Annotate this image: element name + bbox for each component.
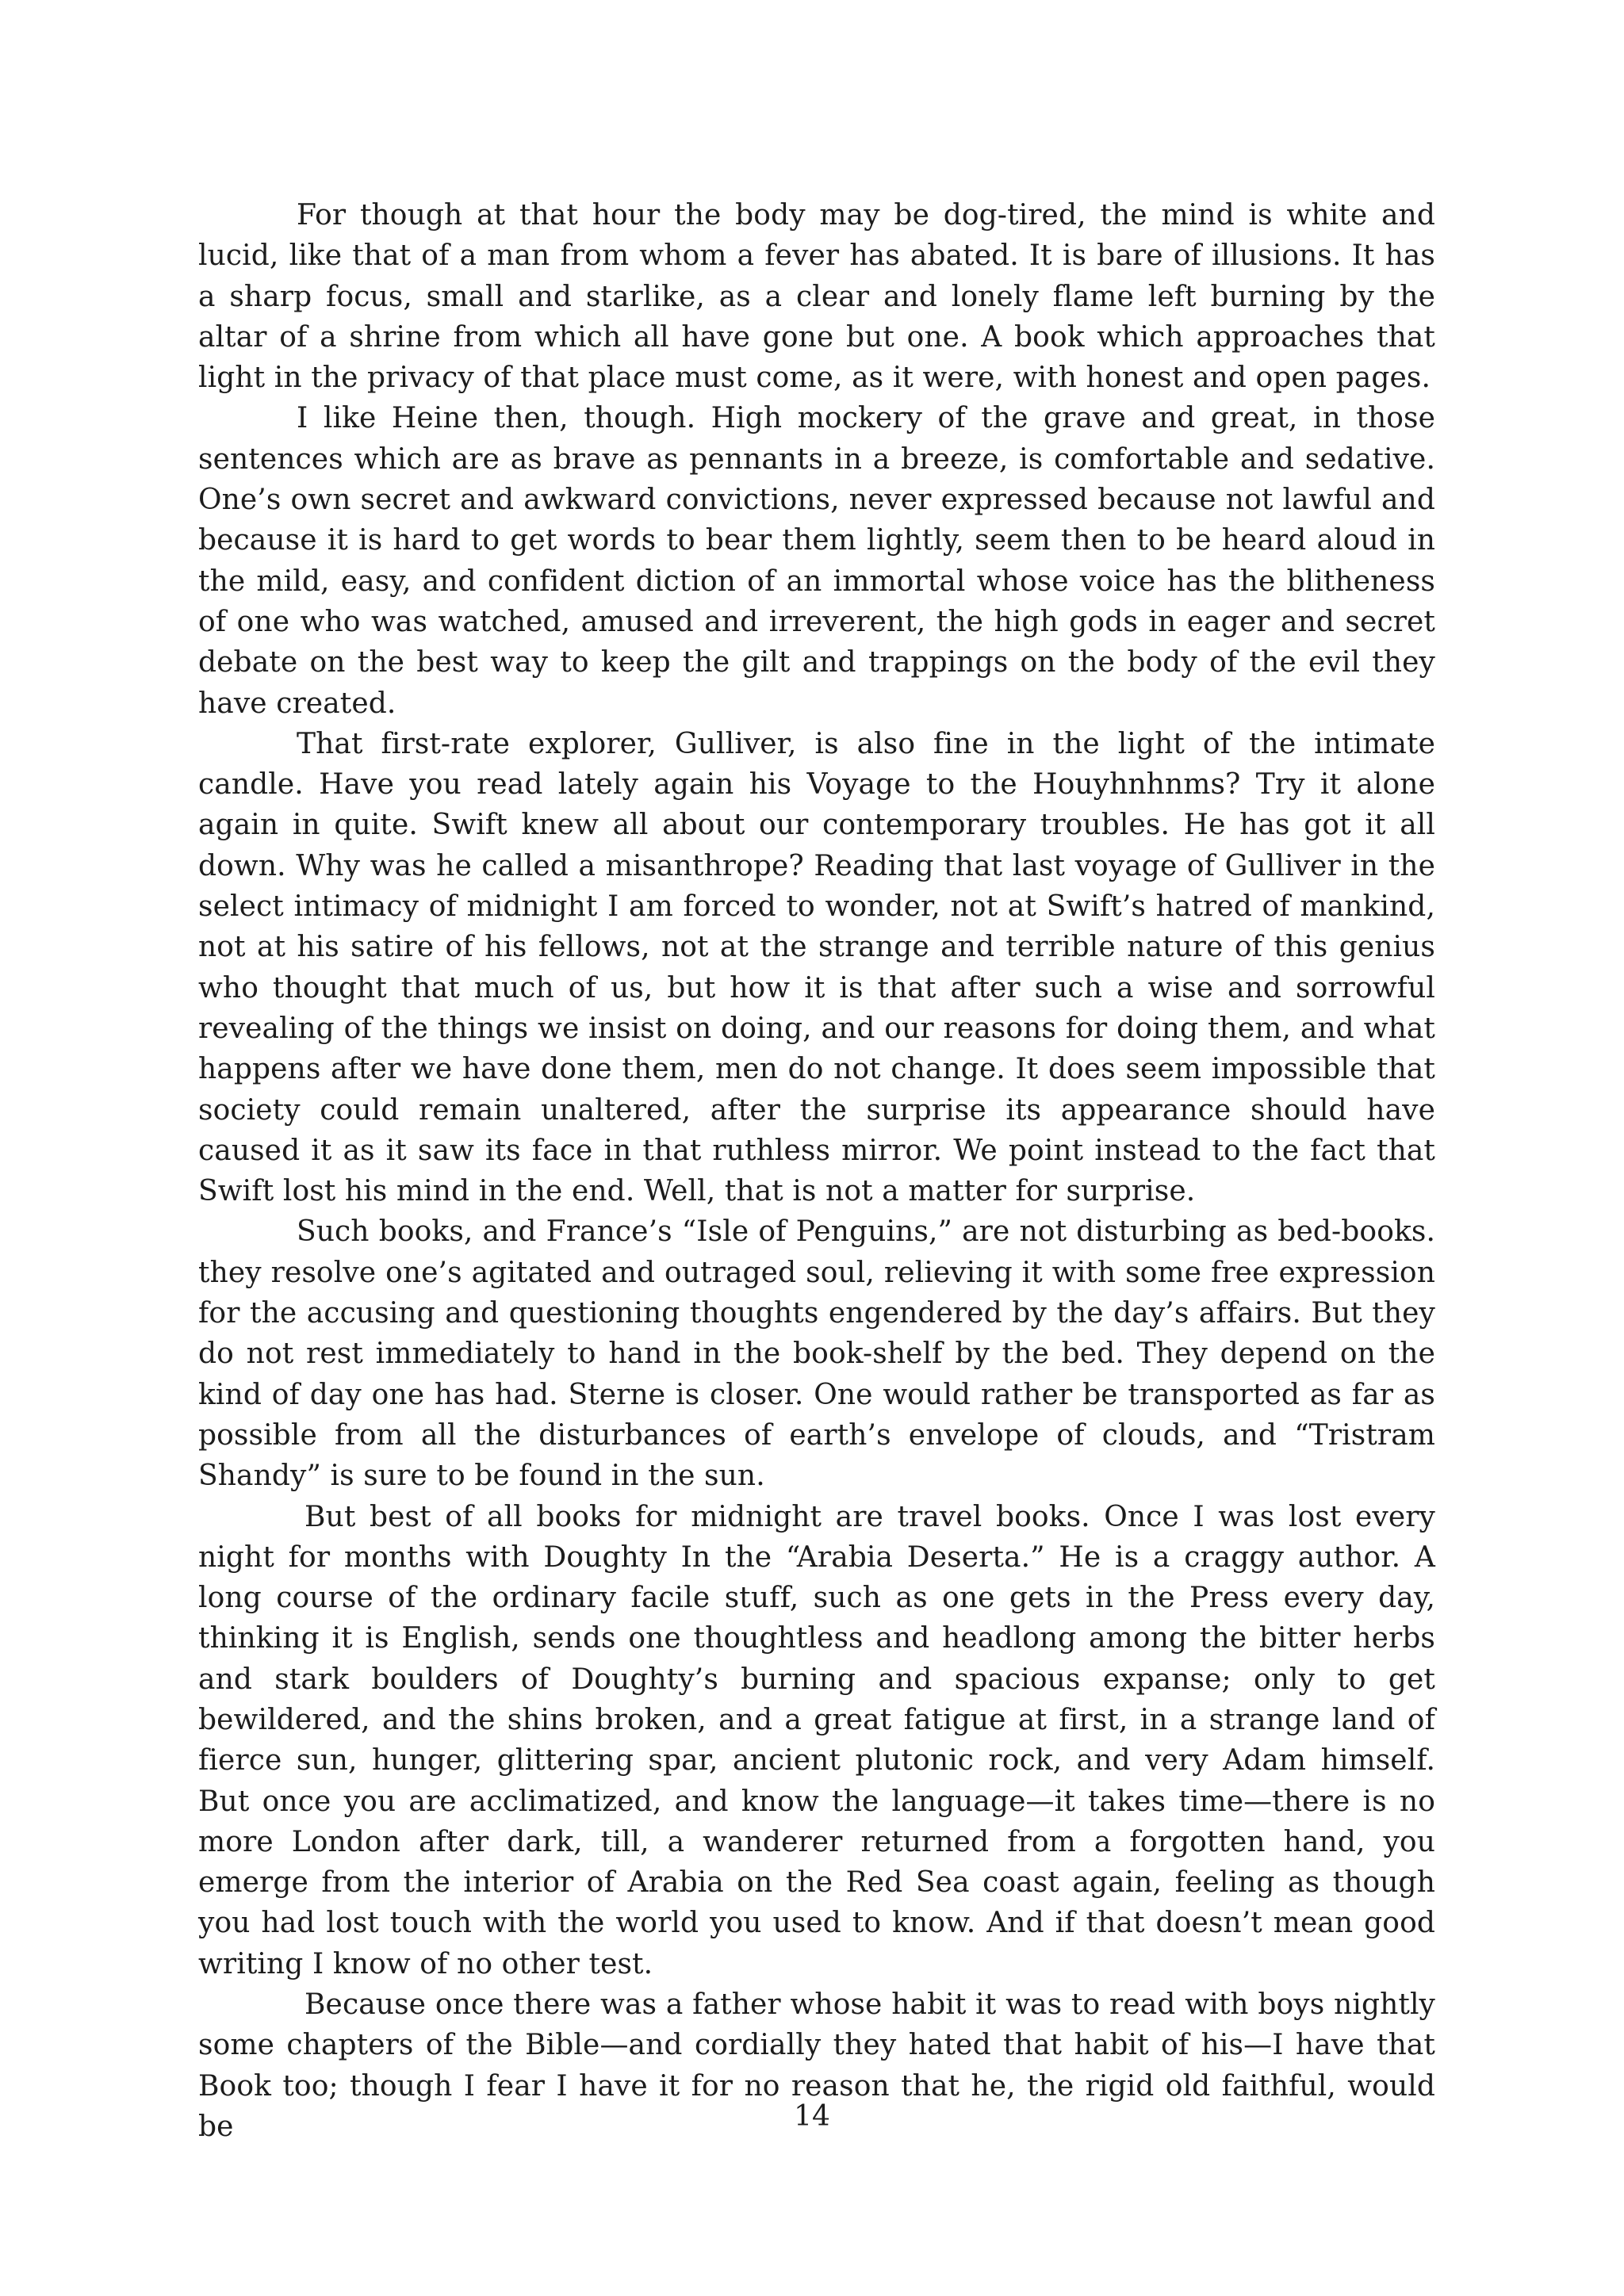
paragraph-6: Because once there was a father whose habit it was to read with boys nightly some chapters of the Bible—and cordially they hated that habit of his—I have that Book too; though I fear I have it for no reason that he, the rigid old faithful, would be — [198, 1988, 1435, 2143]
page-number: 14 — [794, 2100, 830, 2133]
paragraph-2: I like Heine then, though. High mockery of the grave and great, in those sentences which are as brave as pennants in a breeze, is comfortable and sedative. One’s own secret and awkward convictions, never expressed because not lawful and because it is hard to get words to bear them lightly, seem then to be heard aloud in the mild, easy, and confident diction of an immortal whose voice has the blitheness of one who was watched, amused and irreverent, the high gods in eager and secret debate on the best way to keep the gilt and trappings on the body of the evil they have created. — [198, 402, 1435, 720]
body-text — [198, 195, 1435, 2147]
paragraph-4: Such books, and France’s “Isle of Penguins,” are not disturbing as bed-books. they resolve one’s agitated and outraged soul, relieving it with some free expression for the accusing and questioning thoughts engendered by the day’s affairs. But they do not rest immediately to hand in the book-shelf by the bed. They depend on the kind of day one has had. Sterne is closer. One would rather be transported as far as possible from all the disturbances of earth’s envelope of clouds, and “Tristram Shandy” is sure to be found in the sun. — [198, 1215, 1435, 1493]
paragraph-3: That first-rate explorer, Gulliver, is also fine in the light of the intimate candle. Have you read lately again his Voyage to the Houyhnhnms? Try it alone again in quite. Swift knew all about our contemporary troubles. He has got it all down. Why was he called a misanthrope? Reading that last voyage of Gulliver in the select intimacy of midnight I am forced to wonder, not at Swift’s hatred of mankind, not at his satire of his fellows, not at the strange and terrible nature of this genius who thought that much of us, but how it is that after such a wise and sorrowful revealing of the things we insist on doing, and our reasons for doing them, and what happens after we have done them, men do not change. It does seem impossible that society could remain unaltered, after the surprise its appearance should have caused it as it saw its face in that ruthless mirror. We point instead to the fact that Swift lost his mind in the end. Well, that is not a matter for surprise. — [198, 727, 1435, 1208]
paragraph-1: For though at that hour the body may be dog-tired, the mind is white and lucid, like that of a man from whom a fever has abated. It is bare of illusions. It has a sharp focus, small and starlike, as a clear and lonely flame left burning by the altar of a shrine from which all have gone but one. A book which approaches that light in the privacy of that place must come, as it were, with honest and open pages. — [198, 199, 1435, 395]
paragraph-5: But best of all books for midnight are travel books. Once I was lost every night for months with Doughty In the “Arabia Deserta.” He is a craggy author. A long course of the ordinary facile stuff, such as one gets in the Press every day, thinking it is English, sends one thoughtless and headlong among the bitter herbs and stark boulders of Doughty’s burning and spacious expanse; only to get bewildered, and the shins broken, and a great fatigue at first, in a strange land of fierce sun, hunger, glittering spar, ancient plutonic rock, and very Adam himself. But once you are acclimatized, and know the language—it takes time—there is no more London after dark, till, a wanderer returned from a forgotten hand, you emerge from the interior of Arabia on the Red Sea coast again, feeling as though you had lost touch with the world you used to know. And if that doesn’t mean good writing I know of no other test. — [198, 1500, 1435, 1980]
